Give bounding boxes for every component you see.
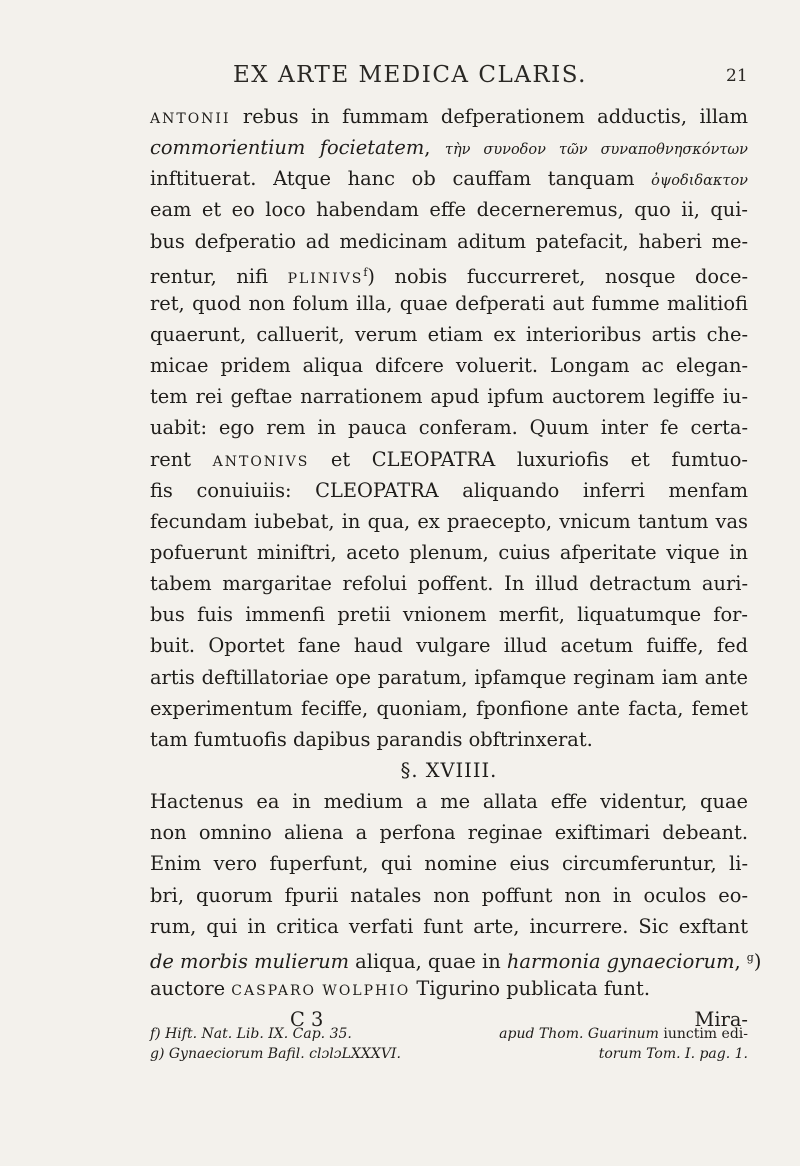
footnote-row [150, 1024, 748, 1044]
text-line: auctore CASPARO WOLPHIO Tigurino publicata funt. [150, 976, 650, 1000]
text-line: experimentum feciffe, quoniam, fponfione ante facta, femet [150, 696, 748, 720]
footnote-f: f) Hift. Nat. Lib. IX. Cap. 35. [150, 1026, 352, 1042]
text-line: rentur, nifi PLINIVS$^f$) nobis fuccurreret, nosque doce- [150, 264, 748, 288]
running-title: EX ARTE MEDICA CLARIS. [233, 62, 587, 88]
footnote-marker: f [363, 265, 368, 279]
text-line: commorientium focietatem, τὴν συνοδον τῶν συναποθνησκόντων [150, 136, 748, 160]
text-line: tabem margaritae refolui poffent. In illud detractum auri- [150, 572, 748, 596]
footnotes [150, 1024, 748, 1064]
text-line: ANTONII rebus in fummam defperationem adductis, illam [150, 105, 748, 128]
section-heading: §. XVIIII. [400, 758, 498, 782]
text-line: rum, qui in critica verfati funt arte, incurrere. Sic exftant [150, 914, 748, 938]
text-line: inftituerat. Atque hanc ob cauffam tanquam ὀψοδιδακτον [150, 167, 748, 191]
text-line: fis conuiuiis: CLEOPATRA aliquando inferri menfam [150, 478, 748, 502]
body-text [150, 101, 762, 1035]
text-line: pofuerunt miniftri, aceto plenum, cuius afperitate vique in [150, 540, 748, 564]
text-line: de morbis mulierum aliqua, quae in harmonia gynaeciorum, $^g$) [150, 949, 762, 973]
text-line: quaerunt, calluerit, verum etiam ex interioribus artis che- [150, 322, 748, 346]
text-line: tam fumtuofis dapibus parandis obftrinxerat. [150, 727, 593, 751]
text-line: uabit: ego rem in pauca conferam. Quum inter fe certa- [150, 416, 748, 440]
greek-text: ὀψοδιδακτον [651, 173, 748, 190]
greek-text: τὴν συνοδον τῶν συναποθνησκόντων [444, 142, 748, 159]
page-number: 21 [726, 66, 748, 86]
text-line: micae pridem aliqua difcere voluerit. Longam ac elegan- [150, 354, 748, 378]
text-line: buit. Oportet fane haud vulgare illud acetum fuiffe, fed [150, 634, 748, 658]
text-line: artis deftillatoriae ope paratum, ipfamque reginam iam ante [150, 665, 748, 689]
footnote-marker: g [746, 950, 754, 964]
footnote-g: g) Gynaeciorum Bafil. clɔlɔLXXXVI. [150, 1046, 401, 1062]
text-line: Hactenus ea in medium a me allata effe videntur, quae [150, 790, 748, 814]
text-line: fecundam iubebat, in qua, ex praecepto, vnicum tantum vas [150, 509, 748, 533]
footnote-row [150, 1044, 748, 1064]
footnote-g-end: torum Tom. I. pag. 1. [598, 1046, 748, 1062]
text-line: tem rei geftae narrationem apud ipfum auctorem legiffe iu- [150, 385, 748, 409]
footnote-g-continued: apud Thom. Guarinum iunctim edi- [499, 1026, 748, 1042]
text-line: non omnino aliena a perfona reginae exiftimari debeant. [150, 821, 748, 845]
text-line: rent ANTONIVS et CLEOPATRA luxuriofis et fumtuo- [150, 447, 748, 471]
signature-mark: C 3 [290, 1008, 324, 1032]
text-line: bus defperatio ad medicinam aditum patefacit, haberi me- [150, 229, 748, 253]
catchword: Mira- [694, 1008, 748, 1032]
text-line: bri, quorum fpurii natales non poffunt non in oculos eo- [150, 883, 748, 907]
text-line: eam et eo loco habendam effe decerneremus, quo ii, qui- [150, 198, 748, 222]
text-line: ret, quod non folum illa, quae defperati aut fumme malitiofi [150, 291, 748, 315]
text-line: Enim vero fuperfunt, qui nomine eius circumferuntur, li- [150, 852, 748, 876]
text-line: bus fuis immenfi pretii vnionem merfit, liquatumque for- [150, 603, 748, 627]
